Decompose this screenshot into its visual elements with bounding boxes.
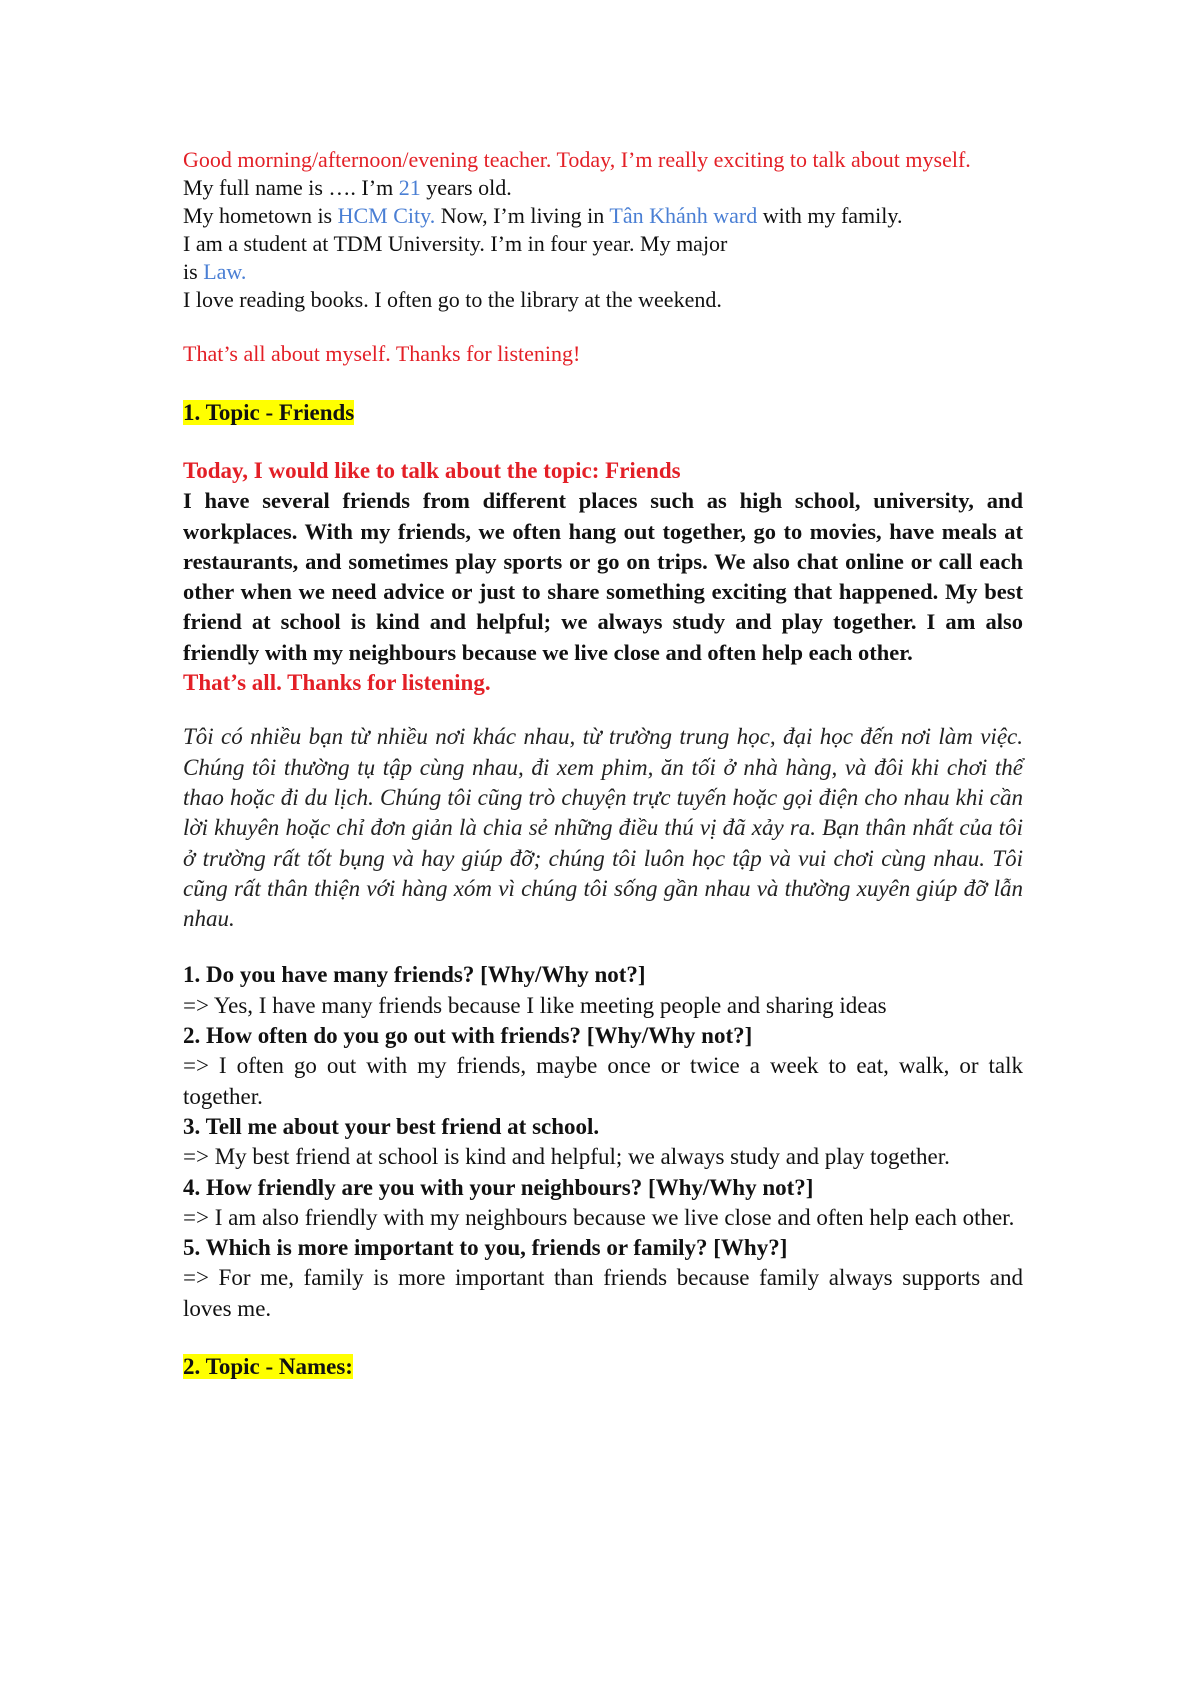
spacer: [183, 934, 1023, 960]
living-suffix: with my family.: [757, 203, 903, 228]
question: 1. Do you have many friends? [Why/Why not?]: [183, 962, 646, 988]
age-suffix: years old.: [420, 175, 512, 200]
topic-1-intro: Today, I would like to talk about the topic: Friends: [183, 458, 681, 483]
intro-closing: That’s all about myself. Thanks for listening!: [183, 341, 581, 366]
hometown-value: HCM City.: [337, 203, 436, 228]
topic-1-heading-text: 1. Topic - Friends: [183, 400, 355, 425]
major-line: [183, 258, 1023, 286]
topic-1-qa-list: [183, 960, 1023, 1324]
spacer: [183, 1324, 1023, 1352]
answer: => My best friend at school is kind and helpful; we always study and play together.: [183, 1144, 950, 1170]
living-prefix: Now, I’m living in: [435, 203, 610, 228]
topic-2-heading-text: 2. Topic - Names:: [183, 1354, 353, 1380]
spacer: [183, 314, 1023, 340]
question: 2. How often do you go out with friends? [Why/Why not?]: [183, 1023, 753, 1049]
answer: => For me, family is more important than friends because family always supports and loves me.: [183, 1265, 1023, 1321]
self-introduction: [183, 146, 1023, 368]
answer: => I am also friendly with my neighbours because we live close and often help each other.: [183, 1204, 1015, 1230]
major-value: Law.: [203, 259, 247, 284]
age-value: 21: [398, 175, 421, 200]
major-prefix: is: [183, 259, 204, 284]
question: 4. How friendly are you with your neighbours? [Why/Why not?]: [183, 1174, 814, 1200]
greeting-line: Good morning/afternoon/evening teacher. Today, I’m really exciting to talk about myself.: [183, 147, 971, 172]
answer: => Yes, I have many friends because I like meeting people and sharing ideas: [183, 992, 887, 1018]
hometown-prefix: My hometown is: [183, 203, 338, 228]
answer: => I often go out with my friends, maybe once or twice a week to eat, walk, or talk together.: [183, 1053, 1023, 1109]
topic-1-translation: Tôi có nhiều bạn từ nhiều nơi khác nhau, từ trường trung học, đại học đến nơi làm việc. Chúng tôi thường tụ tập cùng nhau, đi xem phim, ăn tối ở nhà hàng, và đôi khi chơi thể thao hoặc đi du lịch. Chúng tôi cũng trò chuyện trực tuyến hoặc gọi điện cho nhau khi cần lời khuyên hoặc chỉ đơn giản là chia sẻ những điều thú vị đã xảy ra. Bạn thân nhất của tôi ở trường rất tốt bụng và hay giúp đỡ; chúng tôi luôn học tập và vui chơi cùng nhau. Tôi cũng rất thân thiện với hàng xóm vì chúng tôi sống gần nhau và thường xuyên giúp đỡ lẫn nhau.: [183, 724, 1023, 932]
hometown-line: [183, 202, 1023, 230]
topic-1-heading: [183, 398, 1023, 428]
topic-1-paragraph: I have several friends from different places such as high school, university, and workplaces. With my friends, we often hang out together, go to movies, have meals at restaurants, and sometimes play sports or go on trips. We also chat online or call each other when we need advice or just to share something exciting that happened. My best friend at school is kind and helpful; we always study and play together. I am also friendly with my neighbours because we live close and often help each other.: [183, 488, 1023, 665]
hobby-line: I love reading books. I often go to the library at the weekend.: [183, 287, 722, 312]
spacer: [183, 368, 1023, 398]
name-age-line: [183, 174, 1023, 202]
topic-2-heading: [183, 1352, 1023, 1382]
student-line: I am a student at TDM University. I’m in four year. My major: [183, 231, 728, 256]
name-prefix: My full name is …. I’m: [183, 175, 399, 200]
question: 5. Which is more important to you, friends or family? [Why?]: [183, 1235, 788, 1261]
spacer: [183, 698, 1023, 722]
ward-value: Tân Khánh ward: [609, 203, 758, 228]
topic-1-closing: That’s all. Thanks for listening.: [183, 670, 491, 696]
spacer: [183, 428, 1023, 456]
question: 3. Tell me about your best friend at school.: [183, 1113, 600, 1139]
document-page: [183, 146, 1023, 1382]
